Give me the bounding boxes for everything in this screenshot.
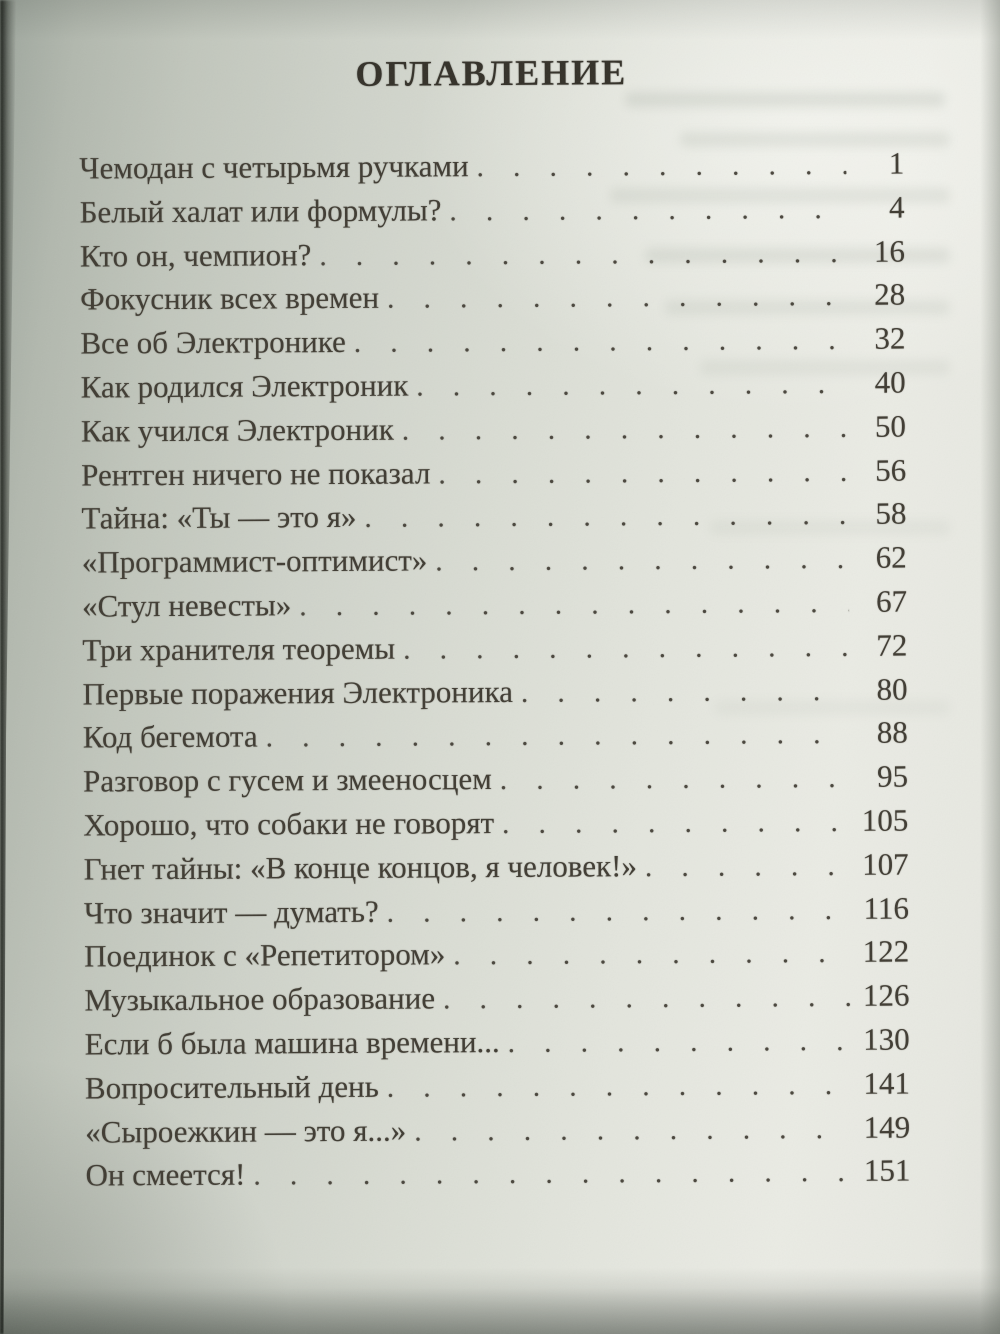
toc-entry [81, 365, 906, 414]
toc-list [79, 146, 910, 1202]
toc-entry [81, 408, 906, 457]
dot-leader [430, 455, 848, 491]
dot-leader [427, 543, 849, 579]
toc-entry [82, 540, 907, 589]
toc-entry [85, 1153, 910, 1202]
toc-entry-page-number: 58 [875, 495, 907, 532]
toc-entry-page-number: 80 [876, 671, 908, 707]
toc-entry-title: Все об Электронике [80, 324, 346, 361]
toc-entry-title: Гнет тайны: «В конце концов, я человек!» [83, 847, 638, 887]
toc-entry [80, 233, 905, 282]
dot-leader [637, 850, 851, 884]
dot-leader [379, 280, 847, 316]
dot-leader [291, 587, 849, 623]
toc-entry-title: «Программист-оптимист» [81, 542, 428, 580]
toc-entry-title: Вопросительный день [84, 1068, 379, 1106]
dot-leader [258, 718, 850, 755]
dot-leader [492, 762, 850, 797]
toc-entry-page-number: 62 [875, 539, 907, 575]
toc-entry-page-number: 141 [863, 1065, 911, 1101]
toc-entry-page-number: 95 [876, 758, 909, 794]
toc-entry-page-number: 56 [875, 452, 907, 488]
dot-leader [395, 631, 849, 667]
toc-entry-title: Разговор с гусем и змееносцем [82, 761, 492, 799]
toc-entry [82, 627, 907, 676]
page-title: ОГЛАВЛЕНИЕ [355, 52, 628, 94]
toc-entry-title: Тайна: «Ты — это я» [81, 499, 357, 536]
toc-entry-title: Код бегемота [82, 718, 258, 755]
toc-entry-page-number: 116 [863, 890, 909, 926]
toc-entry-page-number: 149 [863, 1109, 911, 1145]
toc-entry [81, 452, 906, 501]
toc-entry [80, 321, 905, 370]
toc-entry [84, 978, 909, 1027]
toc-entry-title: Музыкальное образование [84, 980, 436, 1018]
toc-entry-title: Что значит — думать? [83, 893, 379, 931]
dot-leader [379, 1069, 852, 1105]
toc-entry-page-number: 130 [863, 1021, 910, 1057]
toc-entry-title: «Сыроежкин — это я...» [85, 1112, 407, 1150]
toc-entry-title: Белый халат или формулы? [79, 192, 442, 230]
toc-entry-title: «Стул невесты» [81, 587, 292, 624]
toc-entry [81, 496, 906, 545]
dot-leader [356, 499, 848, 535]
toc-entry-page-number: 107 [862, 846, 909, 882]
toc-entry-title: Он смеется! [85, 1156, 246, 1193]
toc-entry-page-number: 88 [876, 714, 908, 751]
toc-entry-page-number: 28 [874, 276, 906, 313]
toc-entry-title: Кто он, чемпион? [79, 236, 312, 274]
toc-entry-title: Как родился Электроник [80, 367, 409, 405]
toc-entry-page-number: 126 [862, 977, 910, 1013]
dot-leader [435, 981, 852, 1017]
toc-entry [85, 1065, 910, 1114]
dot-leader [513, 674, 850, 709]
dot-leader [441, 193, 846, 228]
toc-entry-title: Хорошо, что собаки не говорят [83, 804, 495, 843]
toc-entry [85, 1109, 910, 1158]
dot-leader [245, 1156, 852, 1193]
toc-entry-page-number: 1 [888, 145, 905, 181]
toc-entry-page-number: 40 [874, 364, 906, 400]
toc-entry-page-number: 32 [874, 320, 906, 356]
dot-leader [346, 324, 848, 360]
dot-leader [379, 893, 851, 929]
toc-entry-title: Поединок с «Репетитором» [84, 936, 446, 974]
toc-entry [83, 759, 908, 808]
toc-entry-page-number: 151 [863, 1152, 911, 1189]
toc-entry-title: Рентген ничего не показал [81, 455, 431, 493]
toc-entry-title: Первые поражения Электроника [82, 673, 513, 712]
page-bottom-shadow [0, 1288, 1000, 1334]
toc-entry-title: Три хранителя теоремы [82, 630, 396, 668]
toc-entry-page-number: 67 [875, 583, 908, 619]
dot-leader [445, 937, 851, 972]
page-right-edge-shadow [980, 0, 1000, 1334]
toc-entry-title: Фокусник всех времен [80, 280, 380, 317]
dot-leader [311, 236, 847, 272]
dot-leader [469, 149, 847, 184]
toc-entry-page-number: 50 [874, 408, 907, 444]
dot-leader [408, 368, 848, 404]
toc-entry [82, 583, 907, 632]
toc-entry-page-number: 72 [876, 627, 908, 663]
dot-leader [406, 1112, 852, 1148]
dot-leader [394, 412, 848, 448]
toc-entry [83, 802, 908, 851]
toc-entry [80, 189, 905, 238]
toc-entry [80, 277, 905, 326]
toc-entry [79, 146, 904, 195]
dot-leader [500, 1025, 852, 1060]
toc-entry [84, 846, 909, 895]
toc-entry [82, 671, 907, 720]
toc-entry [85, 1021, 910, 1070]
dot-leader [494, 806, 850, 841]
toc-entry-page-number: 105 [861, 802, 909, 838]
toc-entry-title: Как учился Электроник [80, 411, 394, 449]
toc-entry-title: Если б была машина времени... [84, 1023, 500, 1062]
toc-entry-title: Чемодан с четырьмя ручками [79, 148, 469, 186]
toc-entry [84, 934, 909, 983]
toc-entry-page-number: 16 [873, 233, 905, 269]
toc-entry-page-number: 122 [862, 933, 910, 970]
toc-entry [84, 890, 909, 939]
toc-entry [83, 715, 908, 764]
toc-entry-page-number: 4 [889, 189, 905, 225]
